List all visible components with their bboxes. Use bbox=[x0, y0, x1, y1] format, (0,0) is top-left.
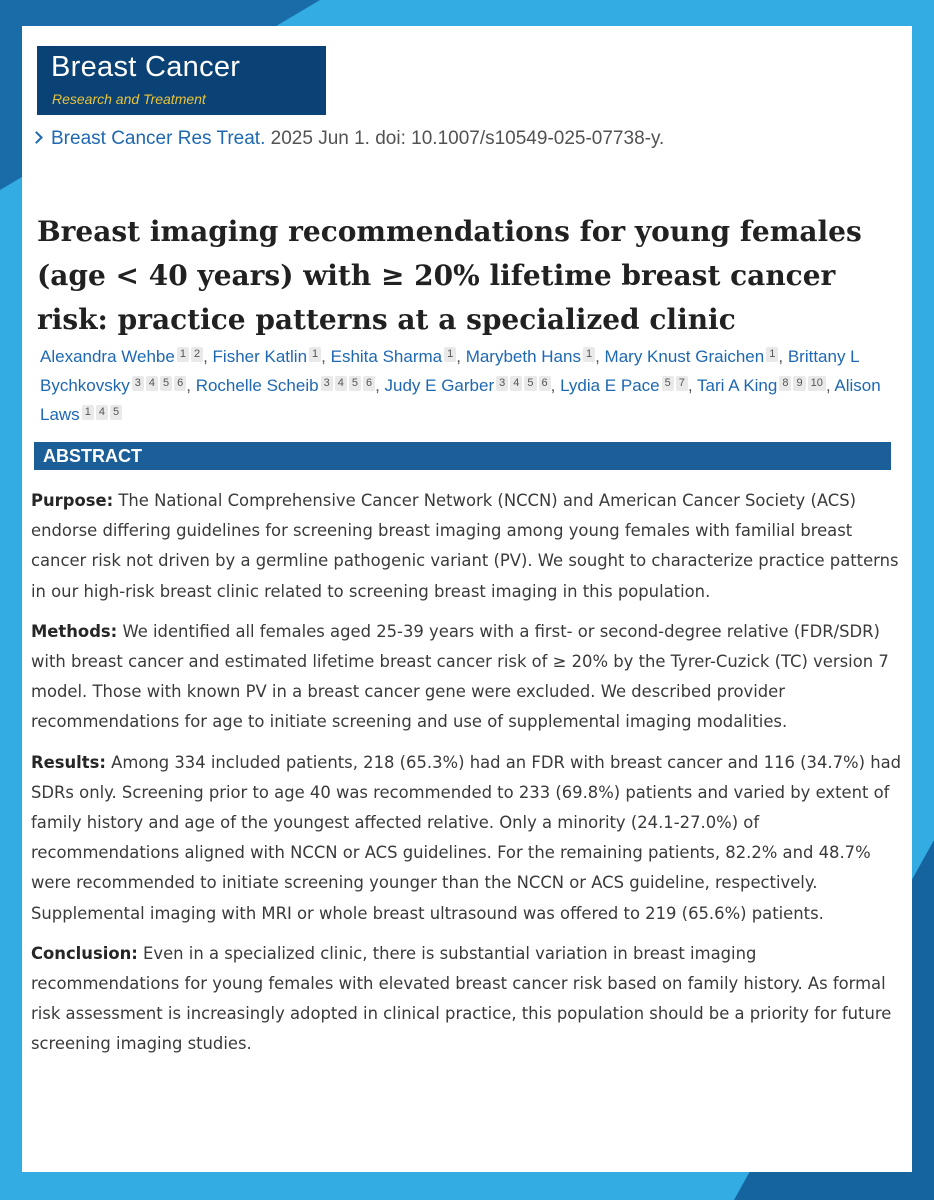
affiliation-badge[interactable]: 5 bbox=[160, 376, 172, 391]
author-name-link[interactable]: Alison Laws bbox=[40, 376, 881, 424]
section-text: We identified all females aged 25-39 years with a first- or second-degree relative (FDR/SDR) with breast cancer and estimated lifetime breast cancer risk of ≥ 20% by the Tyrer-Cuzick (TC) version 7 model. Those with known PV in a breast cancer gene were excluded. We described provider recommendations for age to initiate screening and use of supplemental imaging modalities. bbox=[31, 621, 889, 732]
affiliation-badge[interactable]: 7 bbox=[676, 376, 688, 391]
affiliation-badge[interactable]: 8 bbox=[779, 376, 791, 391]
affiliation-badge[interactable]: 4 bbox=[96, 405, 108, 420]
affiliation-badge[interactable]: 6 bbox=[174, 376, 186, 391]
affiliation-badge[interactable]: 1 bbox=[766, 347, 778, 362]
citation-details: 2025 Jun 1. doi: 10.1007/s10549-025-07738-y. bbox=[265, 128, 665, 149]
affiliation-badge[interactable]: 4 bbox=[510, 376, 522, 391]
affiliation-badge[interactable]: 5 bbox=[524, 376, 536, 391]
article-title: Breast imaging recommendations for young females (age < 40 years) with ≥ 20% lifetime breast cancer risk: practice patterns at a specialized clinic bbox=[37, 215, 862, 336]
author-entry: Alexandra Wehbe 1 2 , bbox=[40, 347, 213, 366]
affiliation-badge[interactable]: 6 bbox=[539, 376, 551, 391]
section-text: Even in a specialized clinic, there is substantial variation in breast imaging recommendations for young females with elevated breast cancer risk based on family history. As formal risk assessment is increasingly adopted in clinical practice, this population should be a priority for future screening imaging studies. bbox=[31, 943, 892, 1054]
author-entry: Marybeth Hans 1 , bbox=[465, 347, 605, 366]
author-entry: Tari A King 8 9 10 , bbox=[697, 376, 835, 395]
abstract-section-results bbox=[31, 748, 904, 929]
article-card bbox=[22, 26, 912, 1172]
affiliation-badge[interactable]: 2 bbox=[191, 347, 203, 362]
affiliation-badge[interactable]: 1 bbox=[82, 405, 94, 420]
section-label: Conclusion: bbox=[31, 943, 138, 963]
abstract-heading: ABSTRACT bbox=[34, 442, 891, 470]
chevron-right-icon bbox=[30, 131, 43, 144]
author-name-link[interactable]: Rochelle Scheib bbox=[195, 376, 319, 395]
abstract-section-purpose bbox=[31, 486, 904, 607]
affiliation-badge[interactable]: 3 bbox=[132, 376, 144, 391]
author-list bbox=[40, 342, 900, 429]
journal-logo[interactable] bbox=[37, 46, 326, 115]
affiliation-badge[interactable]: 1 bbox=[444, 347, 456, 362]
author-name-link[interactable]: Fisher Katlin bbox=[212, 347, 308, 366]
logo-title: Breast Cancer bbox=[51, 51, 241, 83]
abstract-section-methods bbox=[31, 617, 904, 738]
section-text: Among 334 included patients, 218 (65.3%) had an FDR with breast cancer and 116 (34.7%) had SDRs only. Screening prior to age 40 was recommended to 233 (69.8%) patients and varied by extent of family history and age of the youngest affected relative. Only a minority (24.1-27.0%) of recommendations aligned with NCCN or ACS guidelines. For the remaining patients, 82.2% and 48.7% were recommended to initiate screening younger than the NCCN or ACS guideline, respectively. Supplemental imaging with MRI or whole breast ultrasound was offered to 219 (65.6%) patients. bbox=[31, 752, 902, 923]
author-entry: Mary Knust Graichen 1 , bbox=[604, 347, 788, 366]
author-entry: Brittany L Bychkovsky 3 4 5 6 , bbox=[40, 347, 859, 395]
journal-link[interactable]: Breast Cancer Res Treat. bbox=[51, 128, 266, 149]
affiliation-badge[interactable]: 5 bbox=[349, 376, 361, 391]
affiliation-badge[interactable]: 1 bbox=[309, 347, 321, 362]
affiliation-badge[interactable]: 3 bbox=[321, 376, 333, 391]
affiliation-badge[interactable]: 5 bbox=[662, 376, 674, 391]
author-name-link[interactable]: Mary Knust Graichen bbox=[604, 347, 765, 366]
section-label: Purpose: bbox=[31, 491, 114, 510]
author-entry: Judy E Garber 3 4 5 6 , bbox=[384, 376, 561, 395]
author-entry: Lydia E Pace 5 7 , bbox=[560, 376, 698, 395]
logo-subtitle: Research and Treatment bbox=[52, 91, 206, 107]
affiliation-badge[interactable]: 1 bbox=[177, 347, 189, 362]
affiliation-badge[interactable]: 4 bbox=[146, 376, 158, 391]
author-entry: Rochelle Scheib 3 4 5 6 , bbox=[195, 376, 385, 395]
affiliation-badge[interactable]: 5 bbox=[110, 405, 122, 420]
abstract-body bbox=[31, 486, 904, 1070]
author-name-link[interactable]: Lydia E Pace bbox=[560, 376, 660, 395]
citation-line bbox=[32, 128, 664, 150]
author-name-link[interactable]: Tari A King bbox=[697, 376, 778, 395]
section-label: Results: bbox=[31, 752, 106, 772]
author-name-link[interactable]: Eshita Sharma bbox=[330, 347, 443, 366]
section-text: The National Comprehensive Cancer Network (NCCN) and American Cancer Society (ACS) endorse differing guidelines for screening breast imaging among young females with familial breast cancer risk not driven by a germline pathogenic variant (PV). We sought to characterize practice patterns in our high-risk breast clinic related to screening breast imaging in this population. bbox=[31, 491, 899, 601]
author-name-link[interactable]: Brittany L Bychkovsky bbox=[40, 347, 859, 395]
author-name-link[interactable]: Alexandra Wehbe bbox=[40, 347, 175, 366]
section-label: Methods: bbox=[31, 621, 118, 641]
author-name-link[interactable]: Judy E Garber bbox=[384, 376, 495, 395]
affiliation-badge[interactable]: 10 bbox=[808, 376, 826, 391]
author-entry: Fisher Katlin 1 , bbox=[212, 347, 331, 366]
author-entry: Eshita Sharma 1 , bbox=[330, 347, 466, 366]
affiliation-badge[interactable]: 6 bbox=[363, 376, 375, 391]
affiliation-badge[interactable]: 1 bbox=[583, 347, 595, 362]
affiliation-badge[interactable]: 3 bbox=[496, 376, 508, 391]
abstract-section-conclusion bbox=[31, 939, 904, 1060]
author-name-link[interactable]: Marybeth Hans bbox=[465, 347, 581, 366]
affiliation-badge[interactable]: 4 bbox=[335, 376, 347, 391]
affiliation-badge[interactable]: 9 bbox=[793, 376, 805, 391]
